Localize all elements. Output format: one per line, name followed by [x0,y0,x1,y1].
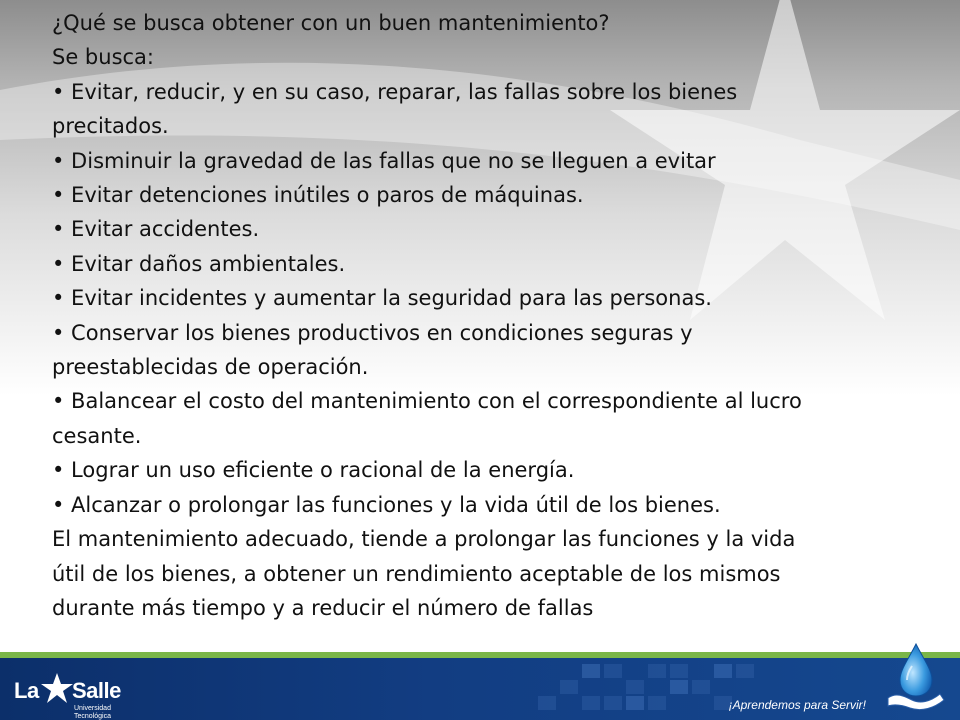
bullet-item: • Conservar los bienes productivos en condiciones seguras y [52,320,693,345]
bullet-item-continuation: cesante. [52,423,142,448]
logo-text-salle: Salle [72,678,121,703]
bullet-item: • Evitar detenciones inútiles o paros de máquinas. [52,183,584,208]
conclusion-line: útil de los bienes, a obtener un rendimiento aceptable de los mismos [52,561,781,586]
bullet-item: • Evitar, reducir, y en su caso, reparar, las fallas sobre los bienes [52,79,738,104]
bullet-item: • Evitar daños ambientales. [52,251,346,276]
water-drop-hands-icon [874,640,954,712]
logo-text-la: La [14,678,39,703]
logo-subtitle: Tecnológica [74,713,111,720]
bullet-item-continuation: preestablecidas de operación. [52,355,369,380]
footer-slogan: ¡Aprendemos para Servir! [728,698,866,712]
bullet-item: • Disminuir la gravedad de las fallas que no se lleguen a evitar [52,148,716,173]
bullet-item: • Lograr un uso eficiente o racional de la energía. [52,458,575,483]
lasalle-star-icon [40,672,74,706]
conclusion-line: durante más tiempo y a reducir el número de fallas [52,595,594,620]
lasalle-logo [12,664,122,718]
slide-line: Se busca: [52,45,154,70]
bullet-item: • Evitar incidentes y aumentar la seguridad para las personas. [52,286,712,311]
conclusion-line: El mantenimiento adecuado, tiende a prolongar las funciones y la vida [52,527,796,552]
slide-body [52,6,902,625]
bullet-item: • Evitar accidentes. [52,217,260,242]
bullet-item: • Balancear el costo del mantenimiento con el correspondiente al lucro [52,389,802,414]
bullet-item-continuation: precitados. [52,114,169,139]
slide-question: ¿Qué se busca obtener con un buen mantenimiento? [52,11,610,35]
footer-bar [0,658,960,720]
logo-subtitle: Universidad [74,705,111,712]
bullet-item: • Alcanzar o prolongar las funciones y la vida útil de los bienes. [52,492,721,517]
